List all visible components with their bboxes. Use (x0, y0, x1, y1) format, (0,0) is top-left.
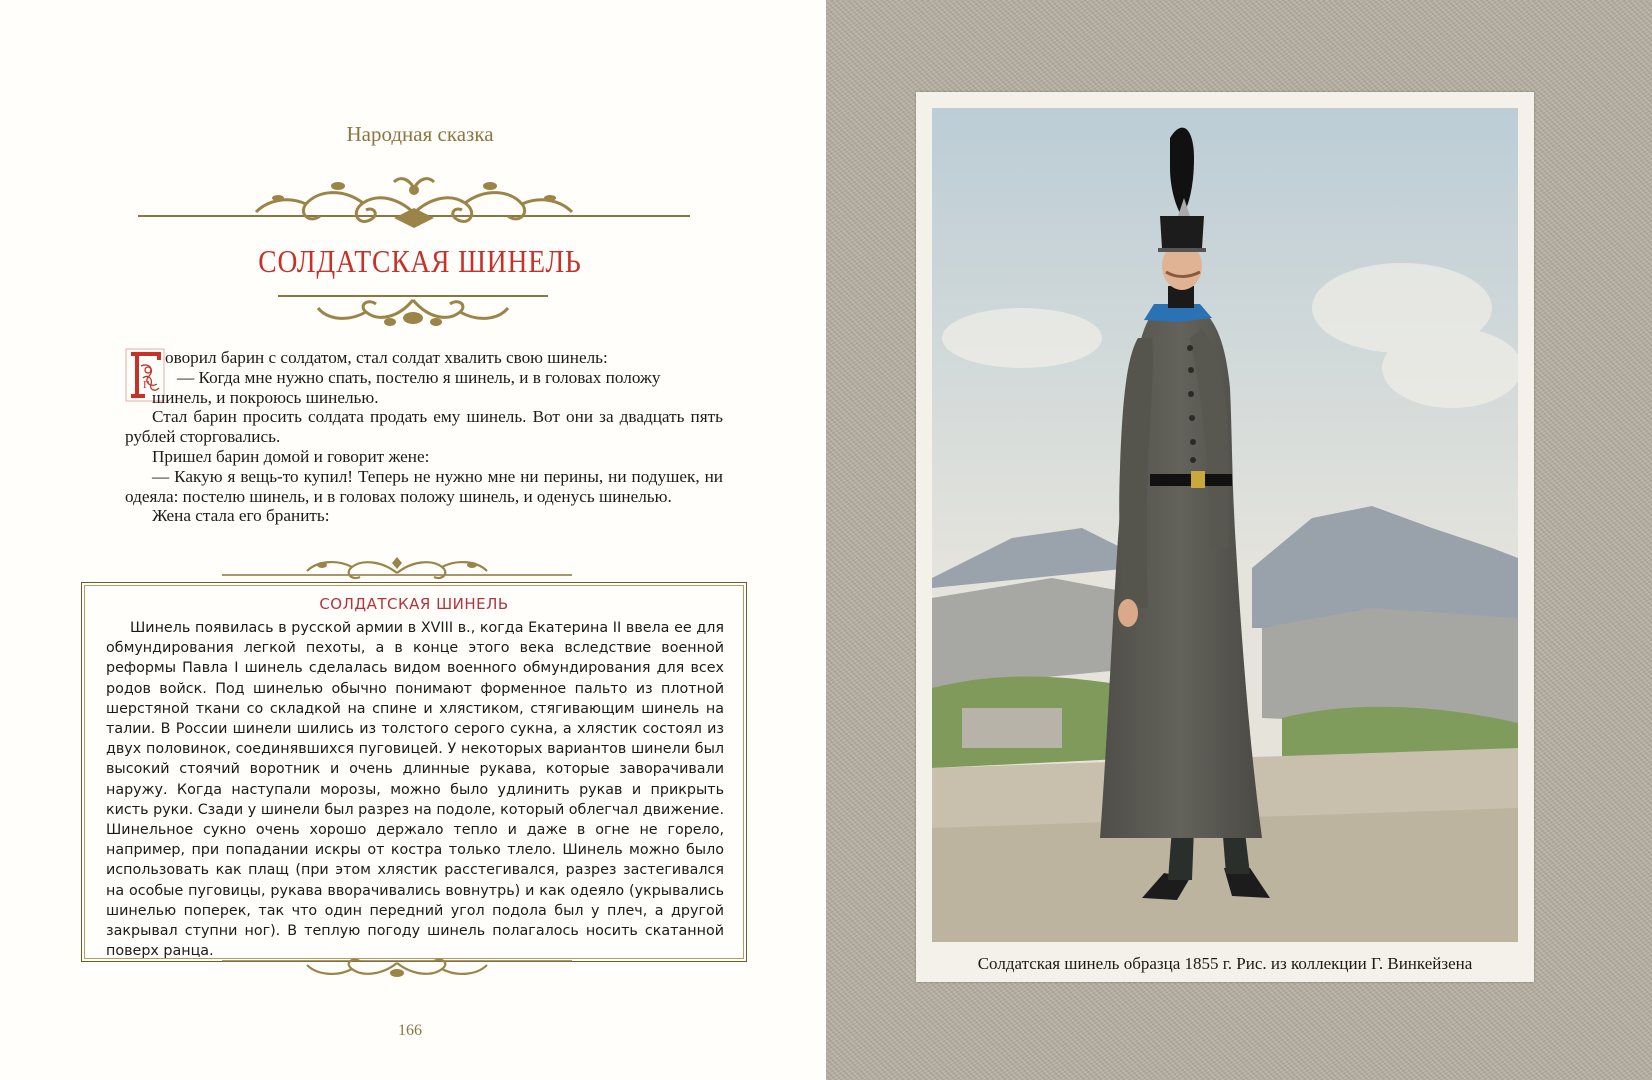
flourish-ornament-top (138, 168, 690, 238)
story-paragraph: Стал барин просить солдата продать ему шинель. Вот они за двадцать пять рублей сторговались. (125, 407, 723, 447)
right-page (826, 0, 1652, 1080)
infobox-text (106, 618, 724, 961)
story-paragraph: — Когда мне нужно спать, постелю я шинель, и в головах положу (177, 367, 661, 387)
flourish-ornament-box-bottom (222, 951, 572, 981)
page-number: 166 (398, 1022, 422, 1039)
story-title: СОЛДАТСКАЯ ШИНЕЛЬ (258, 243, 582, 279)
soldier-greatcoat-illustration (932, 108, 1518, 942)
story-paragraph: шинель, и покроюсь шинелью. (152, 387, 379, 407)
story-paragraph: оворил барин с солдатом, стал солдат хвалить свою шинель: (165, 348, 608, 367)
infobox-title: СОЛДАТСКАЯ ШИНЕЛЬ (319, 595, 509, 613)
story-paragraph: Жена стала его бранить: (152, 506, 330, 526)
flourish-ornament-mid (278, 290, 548, 332)
infobox-paragraph: Шинель появилась в русской армии в XVIII в., когда Екатерина II ввела ее для обмундирования легкой пехоты, а в конце этого века вследствие военной реформы Павла I шинель сделалась видом военного обмундирования для всех родов войск. Под шинелью обычно понимают форменное пальто из плотной шерстяной ткани со складкой на спине и хлястиком, стягивающим шинель на талии. В России шинели шились из толстого серого сукна, а хлястик состоял из двух половинок, соединявшихся пуговицей. У некоторых вариантов шинели был высокий стоячий воротник и очень длинные рукава, которые заворачивали наружу. Когда наступали морозы, можно было удлинить рукав и прикрыть кисть руки. Сзади у шинели был разрез на подоле, который облегчал движение. Шинельное сукно очень хорошо держало тепло и даже в огне не горело, например, при попадании искры от костра только тлело. Шинель можно было использовать как плащ (при этом хлястик расстегивался, разрез застегивался на особые пуговицы, рукава вворачивались вовнутрь) и как одеяло (укрывались шинелью поперек, так что один передний угол подола был у плеч, а другой закрывал ступни ног). В теплую погоду шинель полагалось носить скатанной поверх ранца. (106, 620, 724, 960)
infobox (81, 582, 747, 962)
section-title: Народная сказка (346, 122, 494, 146)
svg-text:Г: Г (143, 379, 150, 391)
story-paragraph: Пришел барин домой и говорит жене: (152, 446, 430, 466)
story-paragraph: — Какую я вещь-то купил! Теперь не нужно мне ни перины, ни подушек, ни одеяла: постелю шинель, и в головах положу шинель, и оденусь шинелью. (125, 466, 723, 506)
illustration-caption: Солдатская шинель образца 1855 г. Рис. из коллекции Г. Винкейзена (977, 954, 1473, 973)
story-text (125, 348, 723, 526)
